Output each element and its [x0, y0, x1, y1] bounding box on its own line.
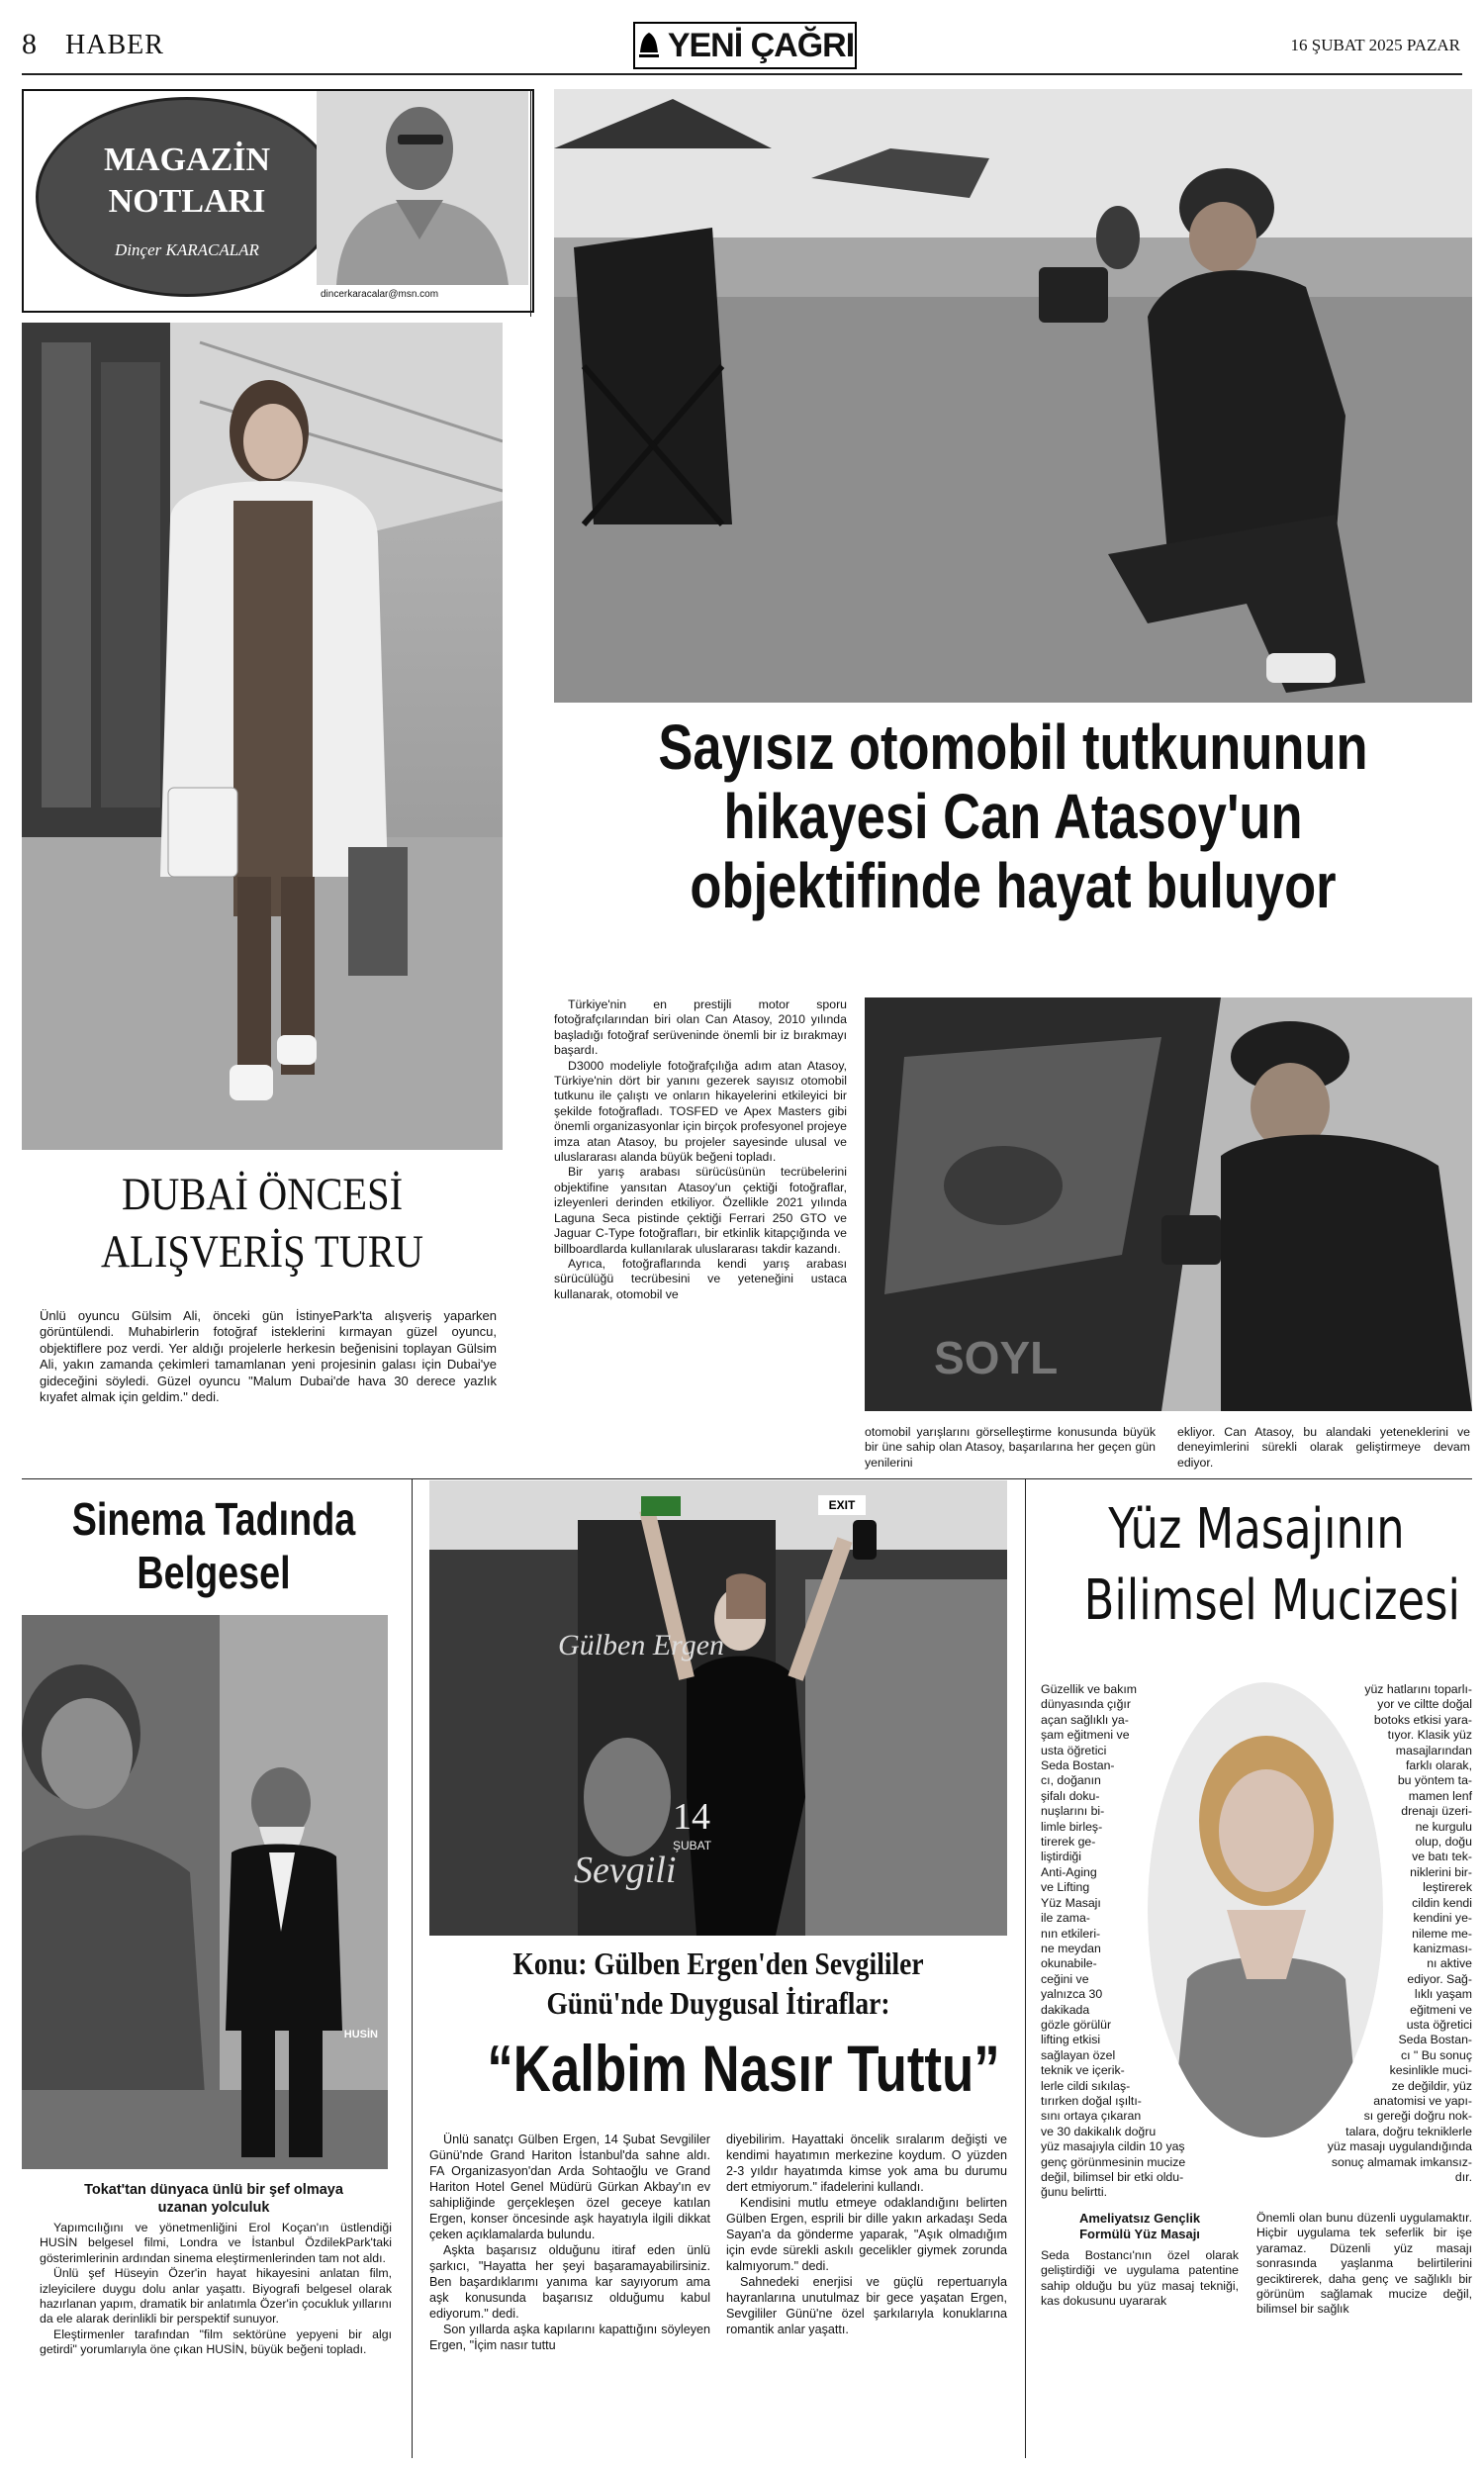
newspaper-logo [633, 22, 857, 69]
text-line: dakikada [1041, 2002, 1090, 2017]
section-title: HABER [65, 30, 164, 60]
paragraph: Ünlü şef Hüseyin Özer'in hayat hikayesini anlatan film, izleyicilere duygu dolu anlar yaşattı. Biyografi belgesel olarak hazırlanan yapım, dramatik bir anlatımla Özer'in çocukluk yıllarını da ele alarak derinlikli bir perspektif sunuyor. [40, 2266, 392, 2326]
text-line: gözle görülür [1041, 2017, 1112, 2032]
text-line: ne kurgulu [1415, 1819, 1472, 1834]
text-line: dır. [1454, 2170, 1472, 2184]
text-line: farklı olarak, [1406, 1758, 1472, 1773]
text-line: nileme me- [1412, 1926, 1472, 1941]
column-author: Dinçer KARACALAR [115, 240, 259, 259]
dubai-headline [22, 1166, 503, 1281]
paragraph: Yapımcılığını ve yönetmenliğini Erol Koçan'ın üstlendiği HUSİN belgesel filmi, Londra ve İstanbul ÖzdilekPark'taki gösterimlerinin ardından sinema eleştirmenlerinden tam not aldı. [40, 2221, 392, 2265]
text-line: yüz masajıyla cildin 10 yaş [1041, 2139, 1185, 2154]
dubai-headline-line2: ALIŞVERİŞ TURU [100, 1226, 423, 1278]
gulben-kicker-line1: Konu: Gülben Ergen'den Sevgililer [512, 1946, 924, 1981]
paragraph: Ünlü sanatçı Gülben Ergen, 14 Şubat Sevgililer Günü'nde Grand Hariton İstanbul'da sahne aldı. FA Organizasyon'dan Arda Sohtaoğlu ve Grand Hariton Hotel Genel Müdürü Gürkan Akbay'ın ev sahipliğinde gerçekleşen özel geceye katılan Ergen, konser öncesinde aşk hayatıyla ilgili dikkat çeken açıklamalarda bulundu. [429, 2133, 710, 2241]
paragraph: Ayrıca, fotoğraflarında kendi yarış arabası sürücülüğü tecrübesini ve yeteneğini ustaca kullanarak, otomobil ve [554, 1256, 847, 1301]
author-portrait [317, 91, 528, 285]
text-line: anatomisi ve yapı- [1373, 2093, 1472, 2108]
photographer-second-photo [865, 997, 1472, 1411]
column-title-line2: NOTLARI [108, 183, 266, 220]
text-line: Seda Bostan- [1398, 2033, 1472, 2047]
text-line: tirerek ge- [1041, 1835, 1096, 1850]
gulben-article-col1 [429, 2132, 710, 2353]
concert-photo [429, 1480, 1007, 1936]
column-divider [530, 89, 531, 317]
yuz-headline-line2: Bilimsel Mucizesi [1083, 1568, 1460, 1633]
sinema-subhead-line1: Tokat'tan dünyaca ünlü bir şef olmaya [84, 2182, 343, 2198]
sinema-headline-line1: Sinema Tadında [71, 1493, 356, 1545]
column-divider [1025, 1478, 1026, 2458]
text-line: lıklı yaşam [1414, 1987, 1472, 2002]
photographer-photo [554, 89, 1472, 703]
poster-day: 14 [673, 1796, 710, 1838]
column-header-box [22, 89, 534, 313]
text-line: liştirdiği [1041, 1850, 1081, 1864]
text-line: cı " Bu sonuç [1400, 2047, 1472, 2062]
text-line: ceğini ve [1041, 1971, 1089, 1986]
text-line: Yüz Masajı [1041, 1895, 1101, 1910]
column-title-line1: MAGAZİN [103, 142, 271, 178]
yuz-subhead [1041, 2211, 1239, 2242]
text-line: usta öğretici [1406, 2017, 1472, 2032]
text-line: mamen lenf [1408, 1788, 1472, 1803]
header-rule [22, 73, 1462, 75]
svg-text:SOYL: SOYL [934, 1332, 1059, 1383]
poster-caption: HUSİN [343, 2029, 378, 2041]
yuz-article-col1-end: Seda Bostancı'nın özel olarak geliştirdiği ve uygulama patentine sahip olduğu bu yüz masaj tekniği, kas dokusunu uyararak [1041, 2248, 1239, 2309]
atasoy-article-col2: otomobil yarışlarını görselleştirme konusunda büyük bir üne sahip olan Atasoy, başarılarına her geçen gün yenilerini [865, 1425, 1156, 1470]
shopping-photo [22, 323, 503, 1150]
text-line: sı gereği doğru nok- [1363, 2109, 1472, 2124]
text-line: eğitmeni ve [1410, 2002, 1472, 2017]
gulben-kicker-line2: Günü'nde Duygusal İtiraflar: [546, 1985, 890, 2021]
exit-sign: EXIT [818, 1495, 866, 1515]
issue-date: 16 ŞUBAT 2025 PAZAR [1290, 36, 1460, 54]
logo-text: YENİ ÇAĞRI [667, 26, 855, 64]
dubai-article-body: Ünlü oyuncu Gülsim Ali, önceki gün İstinyePark'ta alışveriş yaparken görüntülendi. Muhabirlerin fotoğraf isteklerini kırmayan güzel oyuncu, objektiflere poz verdi. Yer aldığı projelerle herkesin beğenisini toplayan Gülsim Ali, yakın zamanda çekimleri tamamlanan yeni projesinin galası için Dubai'ye gideceğini söyledi. Güzel oyuncu "Malum Dubai'de hava 30 derece yazlık kıyafet almak için geldim." dedi. [40, 1308, 497, 1405]
gulben-headline [429, 2029, 1007, 2108]
paragraph: D3000 modeliyle fotoğrafçılığa adım atan Atasoy, Türkiye'nin dört bir yanını gezerek sayısız otomobil tutkunu ile çalıştı ve onların hikayelerini etkileyici bir şekilde fotoğrafladı. TOSFED ve Apex Masters gibi önemli organizasyonlar için birçok profesyonel projeye imza atan Atasoy, bu projeler sayesinde ulusal ve uluslararası alanda büyük beğeni topladı. [554, 1058, 847, 1165]
yuz-article-col2 [1256, 1682, 1472, 2185]
dubai-headline-line1: DUBAİ ÖNCESİ [121, 1169, 404, 1220]
sinema-article-body [40, 2221, 392, 2358]
text-line: kanizması- [1413, 1941, 1472, 1955]
text-line: dünyasında çığır [1041, 1697, 1131, 1712]
text-line: niklerini bir- [1410, 1864, 1472, 1879]
atasoy-headline-line1: Sayısız otomobil tutkununun [658, 712, 1368, 783]
page-number: 8 [22, 28, 37, 60]
text-line: nı aktive [1427, 1956, 1472, 1971]
text-line: yüz masajı uygulandığında [1327, 2139, 1472, 2154]
text-line: ile zama- [1041, 1911, 1090, 1926]
text-line: tıyor. Klasik yüz [1387, 1728, 1472, 1743]
gulben-headline-text: “Kalbim Nasır Tuttu” [487, 2032, 1000, 2105]
poster-month: ŞUBAT [673, 1839, 712, 1852]
text-line: ve batı tek- [1412, 1850, 1472, 1864]
bell-icon [636, 31, 662, 60]
yuz-headline-line1: Yüz Masajının [1108, 1497, 1405, 1562]
text-line: şifalı doku- [1041, 1788, 1100, 1803]
text-line: sonuç almamak imkansız- [1331, 2154, 1472, 2169]
text-line: yüz hatlarını toparlı- [1364, 1682, 1472, 1696]
paragraph: Bir yarış arabası sürücüsünün tecrübelerini objektifine yansıtan Atasoy'un çektiği fotoğraflar, izleyenleri derinden etkiliyor. Özellikle 2021 yılında Laguna Seca pistinde çektiği Ferrari 250 GTO ve Jaguar C-Type fotoğrafları, bir etkinlik kitapçığında ve billboardlarda kullanılarak uluslararası takdir kazandı. [554, 1165, 847, 1256]
text-line: lerle cildi sıkılaş- [1041, 2078, 1131, 2093]
text-line: botoks etkisi yara- [1373, 1712, 1472, 1727]
text-line: açan sağlıklı ya- [1041, 1712, 1129, 1727]
column-divider [412, 1478, 413, 2458]
text-line: Anti-Aging [1041, 1864, 1097, 1879]
yuz-subhead-line1: Ameliyatsız Gençlik [1078, 2211, 1201, 2226]
yuz-headline [1041, 1494, 1472, 1637]
paragraph: diyebilirim. Hayattaki öncelik sıralarım değişti ve kendimi hayatımın merkezine koydum. O yüzden 2-3 yıldır hayatımda kimse yok ama bu durumu dert etmiyorum." ifadelerini kullandı. [726, 2133, 1007, 2194]
text-line: yor ve ciltte doğal [1377, 1697, 1472, 1712]
column-title [39, 140, 335, 223]
text-line: genç görünmesinin mucize [1041, 2154, 1186, 2169]
text-line: cı, doğanın [1041, 1773, 1101, 1788]
text-line: sağlayan özel [1041, 2047, 1116, 2062]
text-line: bu yöntem ta- [1397, 1773, 1472, 1788]
text-line: lifting etkisi [1041, 2033, 1101, 2047]
text-line: Güzellik ve bakım [1041, 1682, 1138, 1696]
paragraph: Sahnedeki enerjisi ve güçlü repertuarıyla hayranlarına unutulmaz bir gece yaşatan Ergen, Sevgililer Günü'ne özel şarkılarıyla konuklarına romantik anlar yaşattı. [726, 2275, 1007, 2336]
poster-name: Gülben Ergen [558, 1629, 725, 1661]
sinema-subhead [22, 2181, 406, 2217]
section-divider [22, 1478, 1472, 1479]
documentary-photo [22, 1615, 388, 2169]
text-line: ze değildir, yüz [1391, 2078, 1472, 2093]
sinema-subhead-line2: uzanan yolculuk [157, 2200, 270, 2216]
text-line: ediyor. Sağ- [1407, 1971, 1472, 1986]
atasoy-headline [554, 712, 1472, 920]
sinema-headline [22, 1492, 406, 1599]
text-line: okunabile- [1041, 1956, 1097, 1971]
text-line: değil, bilimsel bir etki oldu- [1041, 2170, 1184, 2184]
text-line: nuşlarını bi- [1041, 1804, 1105, 1819]
text-line: tırırken doğal ışıltı- [1041, 2093, 1142, 2108]
atasoy-article-col1 [554, 997, 847, 1302]
author-email: dincerkaracalar@msn.com [321, 289, 439, 300]
text-line: cildin kendi [1412, 1895, 1472, 1910]
paragraph: Türkiye'nin en prestijli motor sporu fotoğrafçılarından biri olan Can Atasoy, 2010 yılında başladığı fotoğraf serüveninde önemli bir iz bırakmayı başardı. [554, 997, 847, 1058]
yuz-subhead-line2: Formülü Yüz Masajı [1079, 2227, 1200, 2241]
text-line: şam eğitmeni ve [1041, 1728, 1130, 1743]
text-line: ğunu belirtti. [1041, 2185, 1107, 2200]
atasoy-article-col3: ekliyor. Can Atasoy, bu alandaki yeteneklerini ve deneyimlerini sürekli olarak geliştirmeye devam ediyor. [1177, 1425, 1470, 1470]
text-line: usta öğretici [1041, 1743, 1107, 1757]
text-line: leştirerek [1423, 1880, 1472, 1895]
paragraph: Eleştirmenler tarafından "film sektörüne yepyeni bir algı getirdi" yorumlarıyla öne çıkan HUSİN, büyük beğeni topladı. [40, 2326, 392, 2357]
text-line: ne meydan [1041, 1941, 1101, 1955]
gulben-kicker [429, 1944, 1007, 2023]
text-line: nın etkileri- [1041, 1926, 1101, 1941]
text-line: limle birleş- [1041, 1819, 1103, 1834]
text-line: teknik ve içerik- [1041, 2063, 1125, 2078]
atasoy-headline-line3: objektifinde hayat buluyor [690, 850, 1337, 921]
text-line: olup, doğu [1415, 1835, 1472, 1850]
sinema-headline-line2: Belgesel [137, 1547, 291, 1598]
text-line: Seda Bostan- [1041, 1758, 1115, 1773]
text-line: kesinlikle muci- [1389, 2063, 1472, 2078]
paragraph: Kendisini mutlu etmeye odaklandığını belirten Gülben Ergen, esprili bir dille yakın arkadaşı Seda Sayan'a da gönderme yaparak, "Aşık olmadığım için evde sürekli askılı gecelikler giymek zorunda kalmıyorum." dedi. [726, 2196, 1007, 2273]
text-line: yalnızca 30 [1041, 1987, 1103, 2002]
text-line: ve Lifting [1041, 1880, 1090, 1895]
text-line: drenajı üzeri- [1401, 1804, 1472, 1819]
text-line: sını ortaya çıkaran [1041, 2109, 1142, 2124]
text-line: talara, doğru tekniklerle [1345, 2124, 1472, 2138]
text-line: kendini ye- [1413, 1911, 1472, 1926]
column-title-badge [36, 97, 338, 297]
gulben-article-col2 [726, 2132, 1007, 2337]
yuz-article-col1 [1041, 1682, 1268, 2201]
yuz-article-col2-end: Önemli olan bunu düzenli uygulamaktır. Hiçbir uygulama tek seferlik bir işe yaramaz. Düzenli yüz masajı sonrasında yaşlanma belirtilerini geciktirerek, daha genç ve sağlıklı bir görünüm sağlamak mucize değil, bilimsel bir sağlık [1256, 2211, 1472, 2317]
atasoy-headline-line2: hikayesi Can Atasoy'un [723, 781, 1303, 852]
paragraph: Son yıllarda aşka kapılarını kapattığını söyleyen Ergen, "İçim nasır tuttu [429, 2323, 710, 2352]
paragraph: Aşkta başarısız olduğunu itiraf eden ünlü şarkıcı, "Hayatta her şeyi başaramayabilirsiniz. Ben başardıklarımı yanıma kar sayıyorum ama aşk konusunda başarısız olduğumu kabul ediyorum." dedi. [429, 2243, 710, 2321]
text-line: masajlarından [1395, 1743, 1472, 1757]
poster-script: Sevgili [574, 1850, 677, 1891]
text-line: ve 30 dakikalık doğru [1041, 2124, 1157, 2138]
